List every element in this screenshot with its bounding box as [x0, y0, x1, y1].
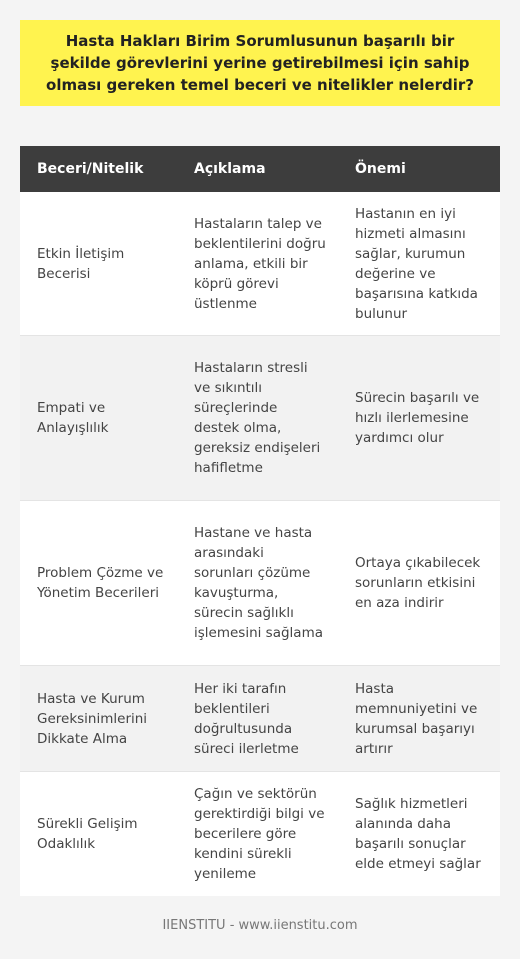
description-cell: Çağın ve sektörün gerektirdiği bilgi ve becerilere göre kendini sürekli yenileme [194, 786, 325, 882]
skill-cell: Problem Çözme ve Yönetim Becerileri [37, 565, 164, 601]
importance-cell: Ortaya çıkabilecek sorunların etkisini en aza indirir [355, 555, 481, 611]
importance-cell: Sağlık hizmetleri alanında daha başarılı sonuçlar elde etmeyi sağlar [355, 796, 481, 872]
skill-cell: Empati ve Anlayışlılık [37, 400, 109, 436]
skill-cell: Hasta ve Kurum Gereksinimlerini Dikkate Alma [37, 690, 148, 747]
skills-table [20, 146, 500, 896]
header-skill: Beceri/Nitelik [37, 161, 144, 177]
description-cell: Her iki tarafın beklentileri doğrultusunda süreci ilerletme [194, 680, 299, 757]
description-cell: Hastane ve hasta arasındaki sorunları çözüme kavuşturma, sürecin sağlıklı işlemesini sağlama [194, 525, 324, 641]
table-header-row [20, 146, 500, 192]
question-title: Hasta Hakları Birim Sorumlusunun başarılı bir şekilde görevlerini yerine getirebilmesi için sahip olması gereken temel beceri ve nitelikler nelerdir? [46, 32, 474, 94]
table-row [20, 501, 500, 666]
importance-cell: Hastanın en iyi hizmeti almasını sağlar, kurumun değerine ve başarısına katkıda bulunur [355, 205, 478, 322]
skill-cell: Sürekli Gelişim Odaklılık [37, 816, 138, 852]
skill-cell: Etkin İletişim Becerisi [37, 245, 125, 282]
table-row [20, 666, 500, 772]
footer-credit: IIENSTITU - www.iienstitu.com [162, 918, 358, 933]
header-description: Açıklama [194, 161, 266, 177]
table-row [20, 192, 500, 336]
description-cell: Hastaların stresli ve sıkıntılı süreçlerinde destek olma, gereksiz endişeleri hafifletme [194, 360, 321, 476]
question-banner [20, 20, 500, 106]
header-importance: Önemi [355, 161, 406, 177]
table-row [20, 336, 500, 501]
description-cell: Hastaların talep ve beklentilerini doğru anlama, etkili bir köprü görevi üstlenme [194, 215, 326, 312]
table-row [20, 772, 500, 896]
importance-cell: Sürecin başarılı ve hızlı ilerlemesine yardımcı olur [355, 390, 480, 446]
importance-cell: Hasta memnuniyetini ve kurumsal başarıyı artırır [355, 680, 478, 757]
